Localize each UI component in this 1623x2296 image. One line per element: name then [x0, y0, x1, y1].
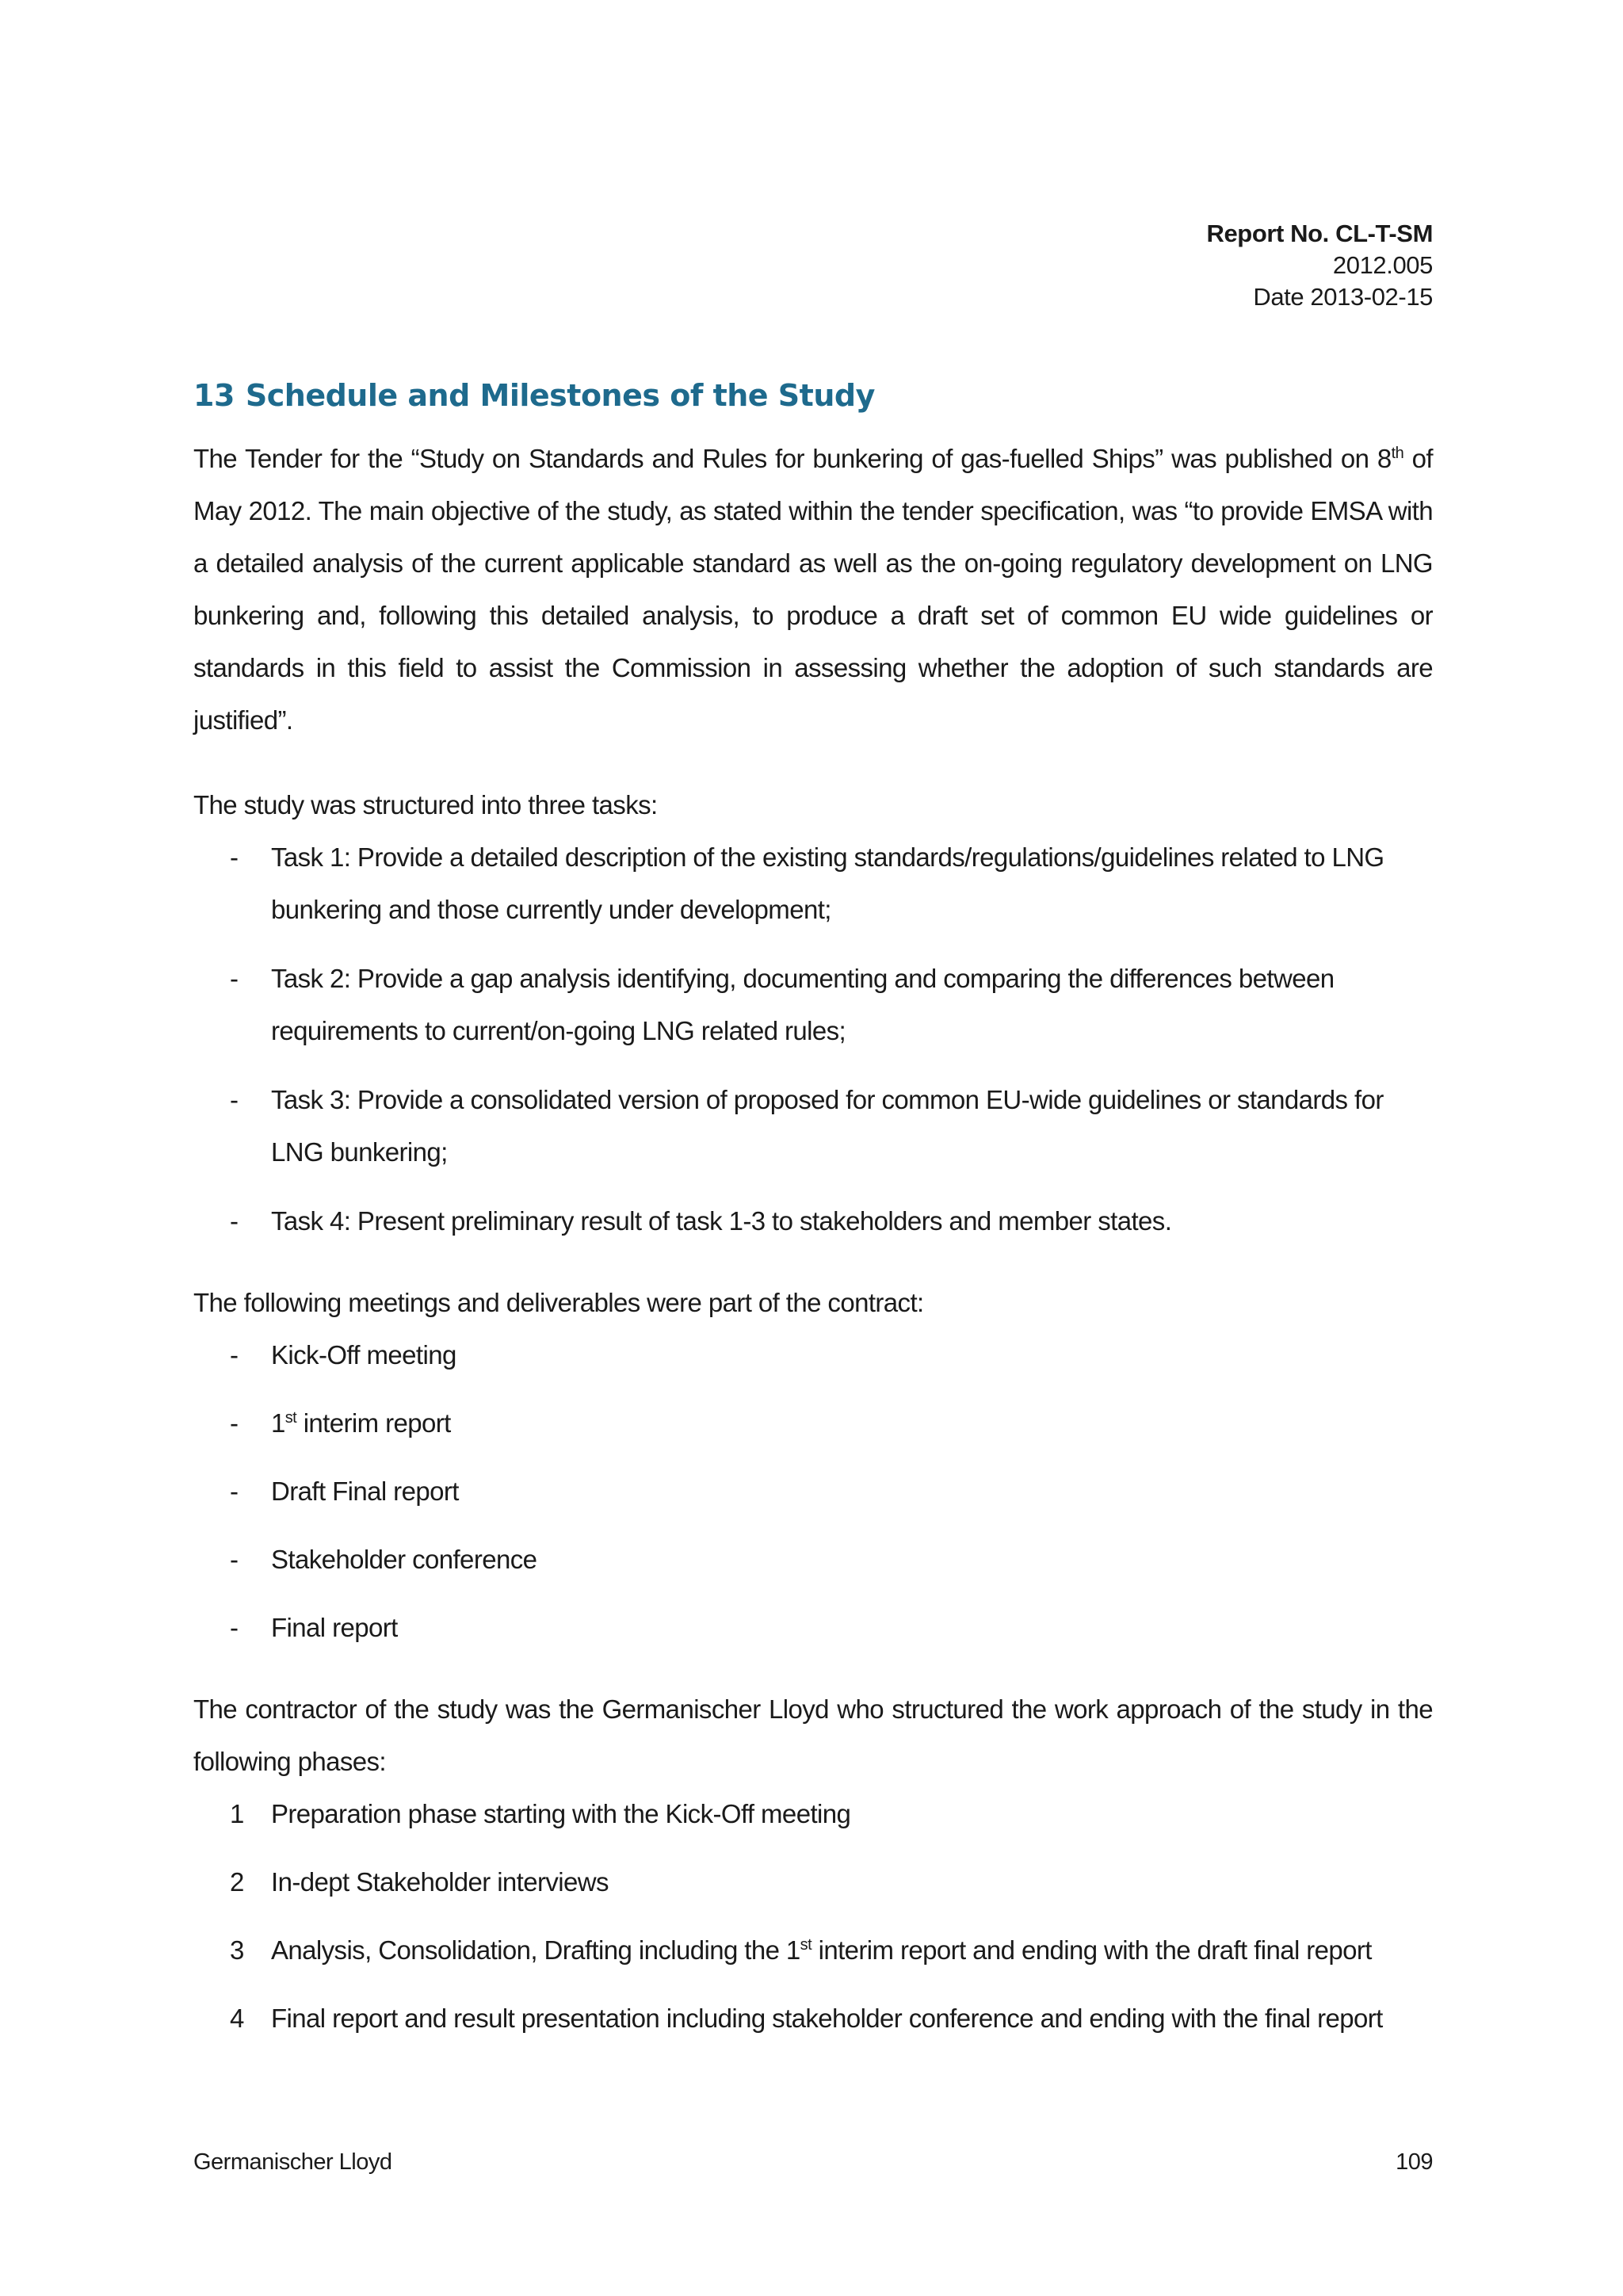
report-number: Report No. CL-T-SM	[1206, 220, 1433, 247]
list-marker: -	[230, 964, 239, 993]
list-number: 4	[230, 2004, 244, 2033]
list-item	[193, 1074, 1433, 1179]
list-item-text: Final report and result presentation including stakeholder conference and ending with the final report	[271, 2004, 1383, 2033]
task-list	[193, 831, 1433, 1247]
page-number: 109	[1396, 2149, 1433, 2175]
list-item	[193, 1397, 1433, 1450]
list-item	[193, 1856, 1433, 1908]
list-item-text: Stakeholder conference	[271, 1545, 537, 1574]
list-marker: -	[230, 1545, 239, 1574]
list-marker: -	[230, 1085, 239, 1114]
list-item-text: Task 3: Provide a consolidated version of proposed for common EU-wide guidelines or standards for LNG bunkering;	[271, 1085, 1384, 1167]
list-number: 1	[230, 1799, 244, 1828]
list-marker: -	[230, 1408, 239, 1438]
meetings-list	[193, 1329, 1433, 1654]
list-marker: -	[230, 842, 239, 872]
list-number: 3	[230, 1935, 244, 1965]
phases-intro: The contractor of the study was the Germanischer Lloyd who structured the work approach of the study in the following phases:	[193, 1694, 1433, 1776]
list-item-text: Task 1: Provide a detailed description of the existing standards/regulations/guidelines related to LNG bunkering and those currently under development;	[271, 842, 1384, 924]
list-item	[193, 1924, 1433, 1977]
list-item	[193, 1329, 1433, 1381]
intro-paragraph	[193, 433, 1433, 747]
list-item-text: Task 4: Present preliminary result of task 1-3 to stakeholders and member states.	[271, 1206, 1172, 1236]
list-marker: -	[230, 1613, 239, 1642]
list-item-text: 1st interim report	[271, 1408, 451, 1438]
list-marker: -	[230, 1477, 239, 1506]
report-header	[1206, 218, 1433, 313]
list-item	[193, 831, 1433, 936]
list-marker: -	[230, 1340, 239, 1370]
list-item-text: Kick-Off meeting	[271, 1340, 456, 1370]
list-item-text: Analysis, Consolidation, Drafting including the 1st interim report and ending with the draft final report	[271, 1935, 1372, 1965]
list-item	[193, 1788, 1433, 1840]
list-item	[193, 1465, 1433, 1518]
list-item	[193, 1992, 1433, 2045]
list-item	[193, 1195, 1433, 1247]
intro-superscript: th	[1391, 445, 1404, 462]
list-marker: -	[230, 1206, 239, 1236]
section-title: Schedule and Milestones of the Study	[245, 378, 875, 413]
page-footer	[193, 2149, 1433, 2176]
list-item-text: Final report	[271, 1613, 398, 1642]
phases-list	[193, 1788, 1433, 2045]
footer-company: Germanischer Lloyd	[193, 2149, 392, 2175]
intro-text-end: of May 2012. The main objective of the study, as stated within the tender specification, was “to provide EMSA with a detailed analysis of the current applicable standard as well as the on-going regulatory development on LNG bunkering and, following this detailed analysis, to produce a draft set of common EU wide guidelines or standards in this field to assist the Commission in assessing whether the adoption of such standards are justified”.	[193, 444, 1433, 735]
section-number: 13	[193, 378, 235, 413]
list-item-text: Task 2: Provide a gap analysis identifying, documenting and comparing the differences between requirements to current/on-going LNG related rules;	[271, 964, 1335, 1045]
list-item	[193, 1602, 1433, 1654]
intro-text-start: The Tender for the “Study on Standards and Rules for bunkering of gas-fuelled Ships” was published on 8	[193, 444, 1392, 473]
section-heading	[193, 372, 1433, 418]
meetings-intro: The following meetings and deliverables were part of the contract:	[193, 1288, 924, 1317]
list-item-text: Draft Final report	[271, 1477, 459, 1506]
list-item	[193, 1534, 1433, 1586]
tasks-intro: The study was structured into three tasks:	[193, 790, 658, 819]
body-column	[193, 372, 1433, 2045]
list-item	[193, 953, 1433, 1057]
report-date: Date 2013-02-15	[1253, 283, 1433, 311]
list-item-text: Preparation phase starting with the Kick-Off meeting	[271, 1799, 851, 1828]
list-number: 2	[230, 1867, 244, 1897]
list-item-text: In-dept Stakeholder interviews	[271, 1867, 609, 1897]
report-id: 2012.005	[1332, 251, 1433, 279]
